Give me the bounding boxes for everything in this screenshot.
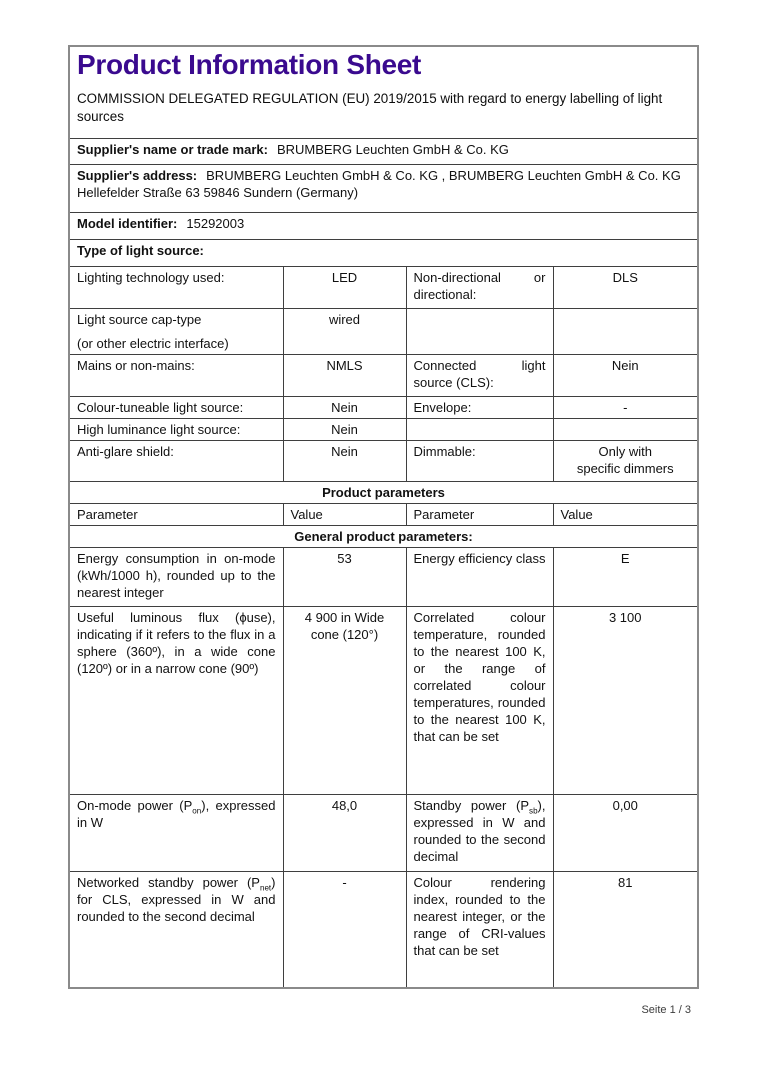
param-label-cell: Non-directional or directional: (406, 266, 553, 308)
param-label-cell: On-mode power $(P_{on})$, expressed in W (69, 794, 283, 871)
param-value-cell: 48,0 (283, 794, 406, 871)
param-label-cell: Useful luminous flux (ϕuse), indicating if it refers to the flux in a sphere (360º), in a wide cone (120º) or in a narrow cone (90º) (69, 606, 283, 794)
param-label-cell: Standby power $(P_{sb})$, expressed in W and rounded to the second decimal (406, 794, 553, 871)
column-header: Parameter (69, 503, 283, 525)
column-header-row (69, 503, 698, 525)
general-product-parameters-heading: General product parameters: (69, 525, 698, 547)
supplier-address-value: BRUMBERG Leuchten GmbH & Co. KG , BRUMBERG Leuchten GmbH & Co. KG Hellefelder Straße 63 59846 Sundern (Germany) (77, 167, 681, 200)
table-row (69, 354, 698, 396)
model-identifier-row (69, 212, 698, 239)
param-value-cell: LED (283, 266, 406, 308)
supplier-name-row (69, 138, 698, 164)
param-label-cell: Envelope: (406, 396, 553, 418)
param-value-cell: NMLS (283, 354, 406, 396)
param-value-cell: Nein (283, 418, 406, 440)
page-number: Seite 1 / 3 (641, 1004, 691, 1016)
param-value-cell: Nein (283, 440, 406, 481)
param-value-cell: E (553, 547, 698, 606)
product-parameters-heading: Product parameters (69, 481, 698, 503)
param-value-cell: 81 (553, 871, 698, 988)
table-row (69, 266, 698, 308)
param-label-cell (69, 308, 283, 354)
param-value-cell (553, 418, 698, 440)
param-value-cell: Nein (283, 396, 406, 418)
table-row (69, 396, 698, 418)
table-row (69, 440, 698, 481)
param-value-cell: - (553, 396, 698, 418)
product-information-table (68, 45, 699, 989)
column-header: Value (553, 503, 698, 525)
param-label-cell: Colour rendering index, rounded to the nearest integer, or the range of CRI-values that can be set (406, 871, 553, 988)
param-value-cell: 3 100 (553, 606, 698, 794)
table-row (69, 871, 698, 988)
column-header: Parameter (406, 503, 553, 525)
model-identifier-label: Model identifier: (77, 215, 178, 231)
param-label-cell: Mains or non-mains: (69, 354, 283, 396)
param-value-cell (553, 308, 698, 354)
param-label-cell: Correlated colour temperature, rounded to the nearest 100 K, or the range of correlated colour temperatures, rounded to the nearest 100 K, that can be set (406, 606, 553, 794)
supplier-name-value: BRUMBERG Leuchten GmbH & Co. KG (276, 141, 509, 157)
param-label-cell: Lighting technology used: (69, 266, 283, 308)
regulation-text: COMMISSION DELEGATED REGULATION (EU) 2019/2015 with regard to energy labelling of light sources (77, 91, 663, 124)
param-value-cell: 4 900 in Wide cone (120°) (283, 606, 406, 794)
param-value-cell: - (283, 871, 406, 988)
param-value-cell: DLS (553, 266, 698, 308)
param-value-cell: wired (283, 308, 406, 354)
title-cell (69, 46, 698, 138)
param-label-cell: Colour-tuneable light source: (69, 396, 283, 418)
type-of-light-source-label: Type of light source: (69, 239, 698, 266)
param-value-cell: 53 (283, 547, 406, 606)
page-title: Product Information Sheet (77, 49, 422, 80)
param-label-cell: High luminance light source: (69, 418, 283, 440)
param-value-cell: Nein (553, 354, 698, 396)
supplier-name-label: Supplier's name or trade mark: (77, 141, 268, 157)
cap-type-line2: (or other electric interface) (77, 335, 229, 351)
column-header: Value (283, 503, 406, 525)
param-label-cell: Dimmable: (406, 440, 553, 481)
param-value-cell: 0,00 (553, 794, 698, 871)
cap-type-line1: Light source cap-type (77, 311, 202, 327)
table-row (69, 418, 698, 440)
table-row (69, 606, 698, 794)
param-label-cell: Energy consumption in on-mode (kWh/1000 h), rounded up to the nearest integer (69, 547, 283, 606)
param-label-cell: Connected light source (CLS): (406, 354, 553, 396)
table-row (69, 547, 698, 606)
param-label-cell: Networked standby power $(P_{net})$ for CLS, expressed in W and rounded to the second decimal (69, 871, 283, 988)
param-label-cell: Anti-glare shield: (69, 440, 283, 481)
supplier-address-label: Supplier's address: (77, 167, 198, 183)
table-row (69, 308, 698, 354)
param-value-cell: Only with specific dimmers (553, 440, 698, 481)
param-label-cell (406, 418, 553, 440)
param-label-cell: Energy efficiency class (406, 547, 553, 606)
model-identifier-value: 15292003 (186, 215, 245, 231)
param-label-cell (406, 308, 553, 354)
supplier-address-row (69, 164, 698, 212)
table-row (69, 794, 698, 871)
